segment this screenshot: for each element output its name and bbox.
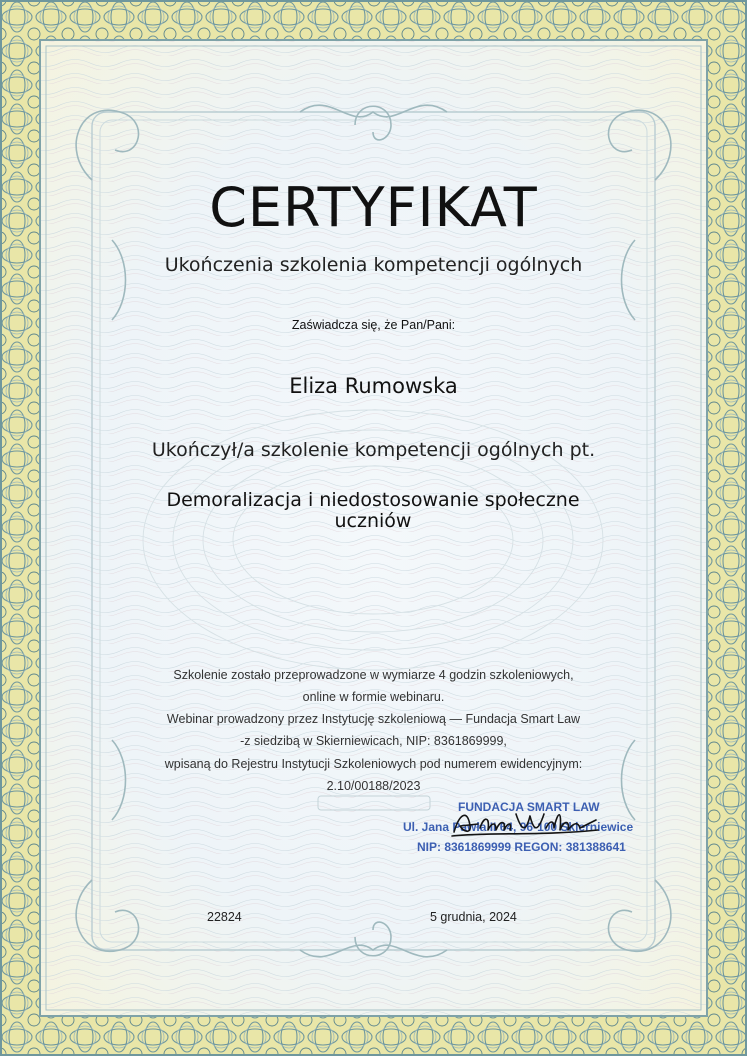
stamp-tax-ids: NIP: 8361869999 REGON: 381388641	[417, 840, 626, 854]
training-details-line: Webinar prowadzony przez Instytucję szkoleniową — Fundacja Smart Law	[166, 712, 581, 726]
stamp-address: Ul. Jana Pawła II 64, 96-100 Skierniewice	[403, 820, 634, 834]
completion-text: Ukończył/a szkolenie kompetencji ogólnych pt.	[151, 439, 596, 461]
training-details-line: Szkolenie zostało przeprowadzone w wymiarze 4 godzin szkoleniowych,	[173, 668, 574, 682]
stamp-organization-name: FUNDACJA SMART LAW	[458, 800, 600, 814]
participant-name: Eliza Rumowska	[289, 374, 458, 398]
certificate-subtitle: Ukończenia szkolenia kompetencji ogólnych	[164, 254, 583, 276]
training-details-line: -z siedzibą w Skierniewicach, NIP: 8361869999,	[240, 734, 507, 748]
certificate-number: 22824	[207, 910, 242, 924]
issue-date: 5 grudnia, 2024	[430, 910, 517, 924]
training-details-line: wpisaną do Rejestru Instytucji Szkoleniowych pod numerem ewidencyjnym:	[164, 757, 583, 771]
signature	[450, 806, 600, 840]
registry-number: 2.10/00188/2023	[326, 779, 421, 793]
attestation-text: Zaświadcza się, że Pan/Pani:	[291, 318, 456, 332]
certificate-title: CERTYFIKAT	[209, 176, 538, 239]
course-title: Demoralizacja i niedostosowanie społeczne uczniów	[166, 489, 580, 532]
training-details-line: online w formie webinaru.	[302, 690, 445, 704]
